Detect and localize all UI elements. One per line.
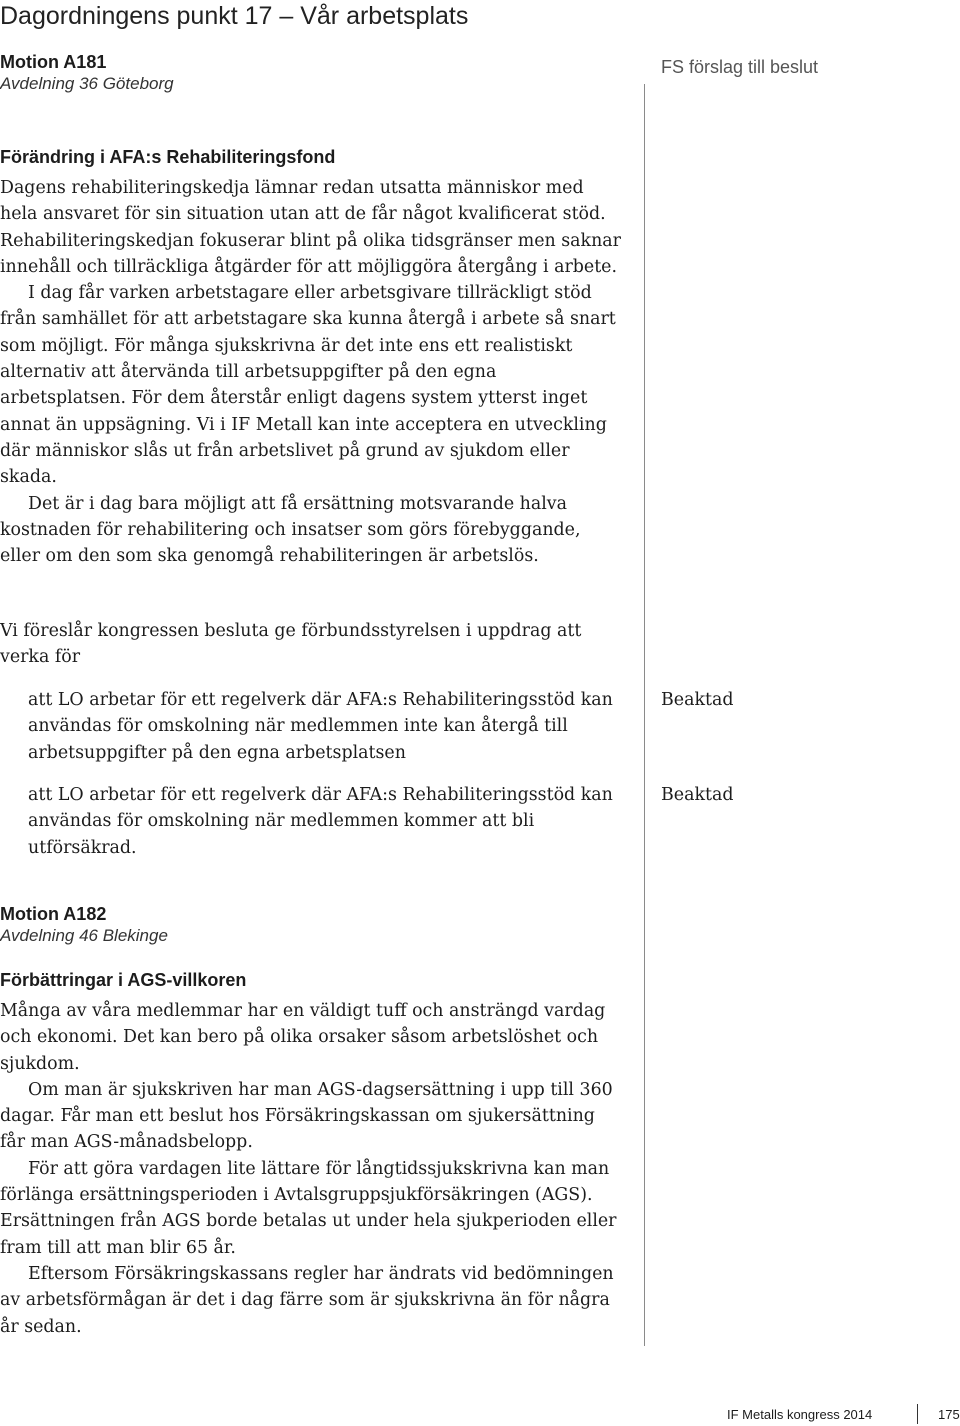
motion-a181-heading-wrap	[0, 146, 335, 168]
motion-heading: Förändring i AFA:s Rehabiliteringsfond	[0, 147, 336, 167]
paragraph: Eftersom Försäkringskassans regler har ändrats vid bedömningen av arbetsförmågan är det i dag färre som är sjukskrivna än för några år sedan.	[0, 1263, 614, 1337]
footer-divider	[917, 1404, 918, 1424]
proposal-intro: Vi föreslår kongressen besluta ge förbundsstyrelsen i uppdrag att verka för	[0, 621, 582, 668]
motion-a182-body	[0, 998, 625, 1340]
att-sats-2: att LO arbetar för ett regelverk där AFA:s Rehabiliteringsstöd kan användas för omskolning när medlemmen kommer att bli utförsäkrad.	[28, 785, 613, 858]
motion-department: Avdelning 46 Blekinge	[0, 926, 168, 945]
motion-a182-heading-wrap	[0, 969, 246, 991]
motion-a181-header	[0, 51, 174, 95]
column-header-fs-proposal: FS förslag till beslut	[661, 57, 819, 77]
motion-department: Avdelning 36 Göteborg	[0, 74, 174, 93]
column-divider	[644, 84, 645, 1346]
att-sats-1: att LO arbetar för ett regelverk där AFA:s Rehabiliteringsstöd kan användas för omskolning när medlemmen inte kan återgå till arbetsuppgifter på den egna arbetsplatsen	[28, 690, 613, 763]
motion-id: Motion A182	[0, 904, 107, 924]
motion-a182-header	[0, 903, 168, 947]
paragraph: Det är i dag bara möjligt att få ersättning motsvarande halva kostnaden för rehabilitering och insatser som görs förebyggande, eller om den som ska genomgå rehabiliteringen är arbetslös.	[0, 493, 581, 567]
footer-publication: IF Metalls kongress 2014	[727, 1407, 873, 1422]
motion-a181-body	[0, 175, 625, 569]
paragraph: Dagens rehabiliteringskedja lämnar redan utsatta människor med hela ansvaret för sin situation utan att de får något kvalificerat stöd. Rehabiliteringskedjan fokuserar blint på olika tidsgränser men saknar innehåll och tillräckliga åtgärder för att möjliggöra återgång i arbete.	[0, 178, 621, 277]
paragraph: Om man är sjukskriven har man AGS-dagsersättning i upp till 360 dagar. Får man ett beslut hos Försäkringskassan om sjukersättning får man AGS-månadsbelopp.	[0, 1079, 613, 1153]
paragraph: I dag får varken arbetstagare eller arbetsgivare tillräckligt stöd från samhället för att arbetstagare ska kunna återgå i arbete så snart som möjligt. För många sjukskrivna är det inte ens ett realistiskt alternativ att återvända till arbetsuppgifter på den egna arbetsplatsen. För dem återstår enligt dagens system ytterst inget annat än uppsägning. Vi i IF Metall kan inte acceptera en utveckling där människor slås ut från arbetslivet på grund av sjukdom eller skada.	[0, 283, 616, 488]
motion-heading: Förbättringar i AGS-villkoren	[0, 970, 247, 990]
page-number: 175	[938, 1407, 960, 1422]
paragraph: Många av våra medlemmar har en väldigt tuff och ansträngd vardag och ekonomi. Det kan bero på olika orsaker såsom arbetslöshet och sjukdom.	[0, 1001, 606, 1074]
paragraph: För att göra vardagen lite lättare för långtidssjukskrivna kan man förlänga ersättningsperioden i Avtalsgruppsjukförsäkringen (AGS). Ersättningen från AGS borde betalas ut under hela sjukperioden eller fram till att man blir 65 år.	[0, 1158, 617, 1258]
motion-id: Motion A181	[0, 52, 107, 72]
decision-1: Beaktad	[661, 690, 734, 710]
decision-2: Beaktad	[661, 785, 734, 805]
page-title: Dagordningens punkt 17 – Vår arbetsplats	[0, 2, 469, 30]
